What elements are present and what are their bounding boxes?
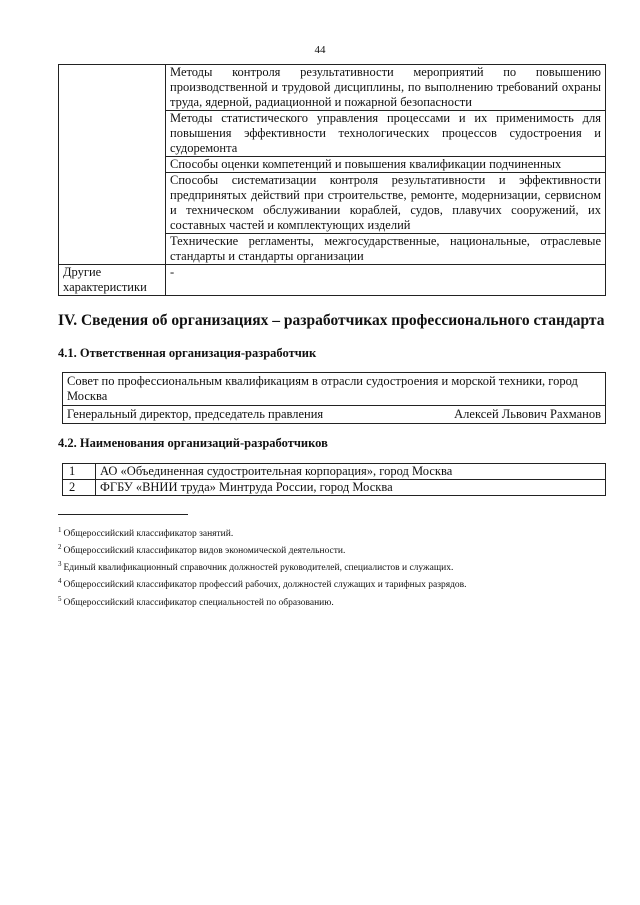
footnote [58,558,606,575]
page-number: 44 [314,44,326,56]
other-characteristics-value: - [166,265,606,296]
footnote-mark: 3 [58,560,62,569]
developers-table [62,463,606,496]
table-cell: Способы систематизации контроля результативности и эффективности предпринятых действий при строительстве, ремонте, модернизации, сервисном и техническом обслуживании кораблей, судов, плавучих сооружений, их составных частей и комплектующих изделий [166,173,606,234]
footnote-text: Общероссийский классификатор специальностей по образованию. [63,597,334,608]
responsible-organization-name: Совет по профессиональным квалификациям в отрасли судостроения и морской техники, город Москва [62,372,606,406]
developer-number: 2 [63,480,96,496]
table-row [63,464,606,480]
footnote-text: Общероссийский классификатор профессий рабочих, должностей служащих и тарифных разрядов. [63,580,467,591]
developers-heading: 4.2. Наименования организаций-разработчиков [58,436,328,450]
developer-number: 1 [63,464,96,480]
table-row [63,480,606,496]
other-characteristics-label: Другие характеристики [59,265,166,296]
section-title: IV. Сведения об организациях – разработчиках профессионального стандарта [58,312,605,329]
footnote-mark: 4 [58,577,62,586]
footnotes [58,524,606,610]
footnote [58,541,606,558]
table-cell: Методы контроля результативности мероприятий по повышению производственной и трудовой дисциплины, по выполнению требований охраны труда, ядерной, радиационной и пожарной безопасности [166,65,606,111]
footnote-mark: 2 [58,543,62,552]
responsible-heading: 4.1. Ответственная организация-разработчик [58,346,317,360]
footnote-divider [58,514,188,515]
responsible-organization-box [62,372,606,424]
footnote-mark: 1 [58,526,62,534]
footnote [58,575,606,592]
footnote-text: Общероссийский классификатор видов экономической деятельности. [63,546,346,557]
footnote-text: Общероссийский классификатор занятий. [63,529,234,540]
table-left-cell [59,65,166,265]
footnote [58,593,606,610]
footnote [58,524,606,541]
footnote-text: Единый квалификационный справочник должностей руководителей, специалистов и служащих. [63,563,454,574]
footnote-mark: 5 [58,594,62,603]
table-cell: Способы оценки компетенций и повышения квалификации подчиненных [166,157,606,173]
table-row [59,65,606,111]
table-row-other [59,265,606,296]
responsible-person: Алексей Львович Рахманов [454,407,601,421]
developer-name: АО «Объединенная судостроительная корпорация», город Москва [96,464,606,480]
responsible-position: Генеральный директор, председатель правления [67,407,324,421]
table-cell: Методы статистического управления процессами и их применимость для повышения эффективности технологических процессов судостроения и судоремонта [166,111,606,157]
table-cell: Технические регламенты, межгосударственные, национальные, отраслевые стандарты и стандарты организации [166,234,606,265]
knowledge-table [58,64,606,296]
developer-name: ФГБУ «ВНИИ труда» Минтруда России, город Москва [96,480,606,496]
responsible-signatory-row [62,406,606,424]
